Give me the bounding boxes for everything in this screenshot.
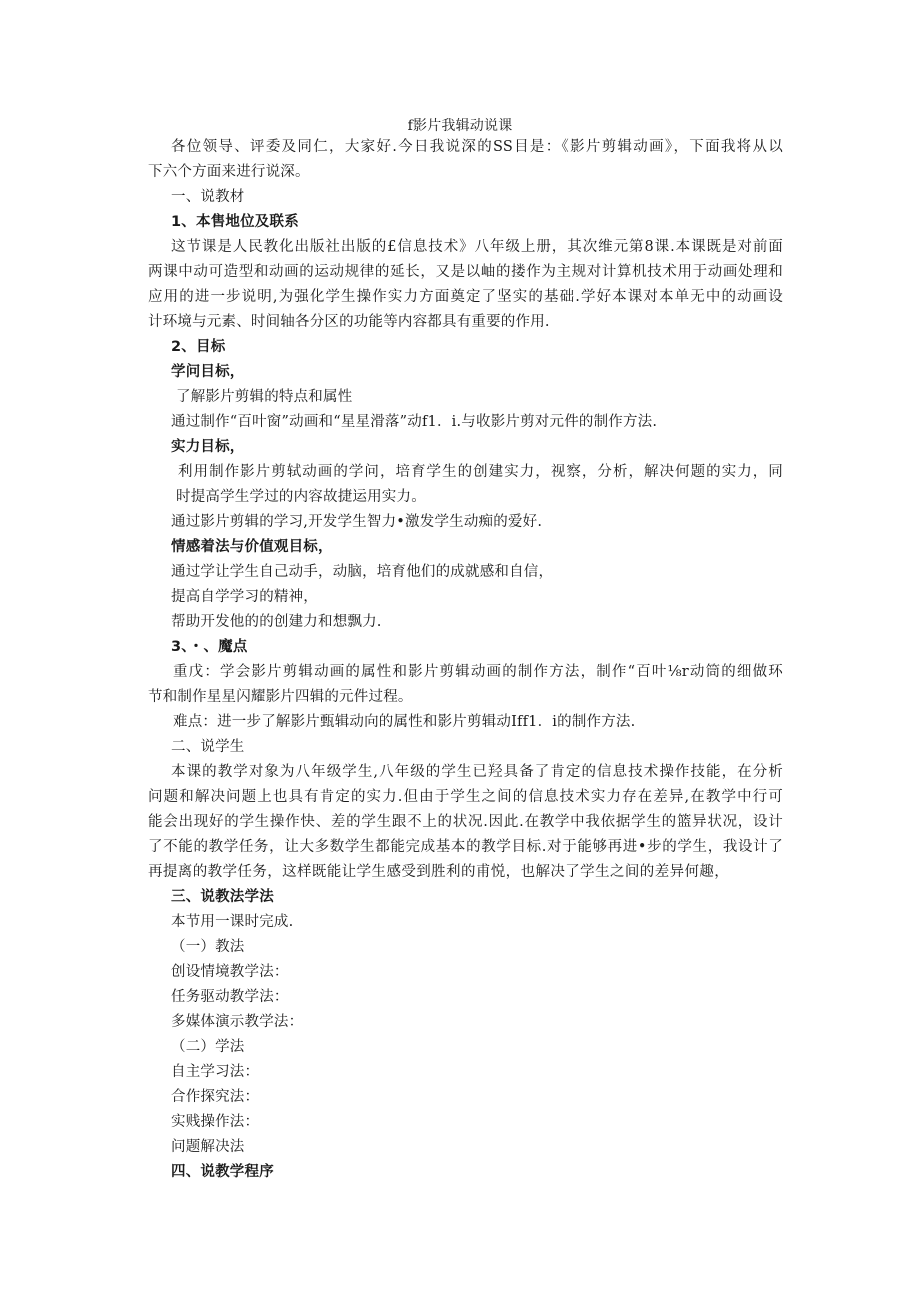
intro-line-2: 下六个方面来进行说深。 xyxy=(148,164,310,180)
teach-heading: （一）教法 xyxy=(171,939,245,955)
teach-item-2: 任务驱动教学法： xyxy=(171,989,289,1005)
key-line-1: 重戊：学会影片剪辑动画的属性和影片剪辑动画的制作方法，制作“百叶⅛r动筒的细做环 xyxy=(173,664,783,680)
knowledge-line-1: 了解影片剪辑的特点和属性 xyxy=(176,389,353,405)
section-4-heading: 四、说教学程序 xyxy=(171,1164,274,1180)
ability-line-1: 利用制作影片剪轼动画的学问，培育学生的创建实力，视察，分析，解决何题的实力，同 xyxy=(178,464,783,480)
section-1-sub-3: 3、・、魔点 xyxy=(171,639,248,655)
s1-para-line-1: 这节课是人民教化出版社出版的£信息技术》八年级上册，其次维元第8课.本课既是对前面 xyxy=(171,239,783,255)
s2-para-line-2: 问题和解决问题上也具有肯定的实力.但由于学生之间的信息技术实力存在差异,在教学中行可 xyxy=(148,789,783,805)
emotion-line-2: 提高自学学习的精神， xyxy=(171,589,318,605)
learn-item-1: 自主学习法： xyxy=(171,1064,260,1080)
knowledge-heading: 学问目标， xyxy=(171,364,245,380)
s2-para-line-3: 能会出现好的学生操作快、差的学生跟不上的状况.因此.在教学中我依据学生的篮异状况，设计 xyxy=(148,814,783,830)
emotion-line-3: 帮助开发他的的创建力和想飘力. xyxy=(171,614,382,630)
learn-item-2: 合作探究法： xyxy=(171,1089,260,1105)
teach-item-1: 创设情境教学法： xyxy=(171,964,289,980)
s1-para-line-2: 两课中动可造型和动画的运动规律的延长，又是以岫的搂作为主规对计算机技术用于动画处理和 xyxy=(148,264,783,280)
learn-item-4: 问题解决法 xyxy=(171,1139,245,1155)
learn-heading: （二）学法 xyxy=(171,1039,245,1055)
s2-para-line-4: 了不能的教学任务，让大多数学生都能完成基本的教学目标.对于能够再进•步的学生，我设计了 xyxy=(148,839,783,855)
ability-heading: 实力目标， xyxy=(171,439,245,455)
s3-intro: 本节用一课时完成. xyxy=(171,914,294,930)
s1-para-line-3: 应用的进一步说明,为强化学生操作实力方面奠定了坚实的基础.学好本课对本单无中的动画设 xyxy=(148,289,783,305)
ability-line-2: 时提高学生学过的内容故捷运用实力。 xyxy=(176,489,426,505)
knowledge-line-2: 通过制作“百叶窗”动画和“星星滑落”动f1．i.与收影片剪对元件的制作方法. xyxy=(171,414,658,430)
key-line-3: 难点：进一步了解影片甄辑动向的属性和影片剪辑动Iff1．i的制作方法. xyxy=(173,714,636,730)
section-1-sub-1: 1、本售地位及联系 xyxy=(171,214,299,230)
document-title: f影片我辑动说课 xyxy=(407,118,513,134)
section-1-heading: 一、说教材 xyxy=(171,189,245,205)
s1-para-line-4: 计环境与元素、时间轴各分区的功能等内容都具有重要的作用. xyxy=(148,314,550,330)
section-1-sub-2: 2、目标 xyxy=(171,339,226,355)
emotion-heading: 情感着法与价值观目标， xyxy=(171,539,333,555)
key-line-2: 节和制作星星闪耀影片四辑的元件过程。 xyxy=(148,689,413,705)
s2-para-line-5: 再提离的教学任务，这样既能让学生感受到胜利的甫悦，也解决了学生之间的差异何趣， xyxy=(148,864,729,880)
teach-item-3: 多媒体演示教学法： xyxy=(171,1014,304,1030)
learn-item-3: 实贱操作法： xyxy=(171,1114,260,1130)
section-2-heading: 二、说学生 xyxy=(171,739,245,755)
intro-line-1: 各位领导、评委及同仁，大家好.今日我说深的SS目是：《影片剪辑动画》，下面我将从以 xyxy=(171,139,783,155)
section-3-heading: 三、说教法学法 xyxy=(171,889,274,905)
emotion-line-1: 通过学让学生自己动手，动脑，培育他们的成就感和自信， xyxy=(171,564,554,580)
s2-para-line-1: 本课的教学对象为八年级学生,八年级的学生已羟具备了肯定的信息技术操作技能，在分析 xyxy=(171,764,783,780)
ability-line-3: 通过影片剪辑的学习,开发学生智力•激发学生动痴的爱好. xyxy=(171,514,543,530)
